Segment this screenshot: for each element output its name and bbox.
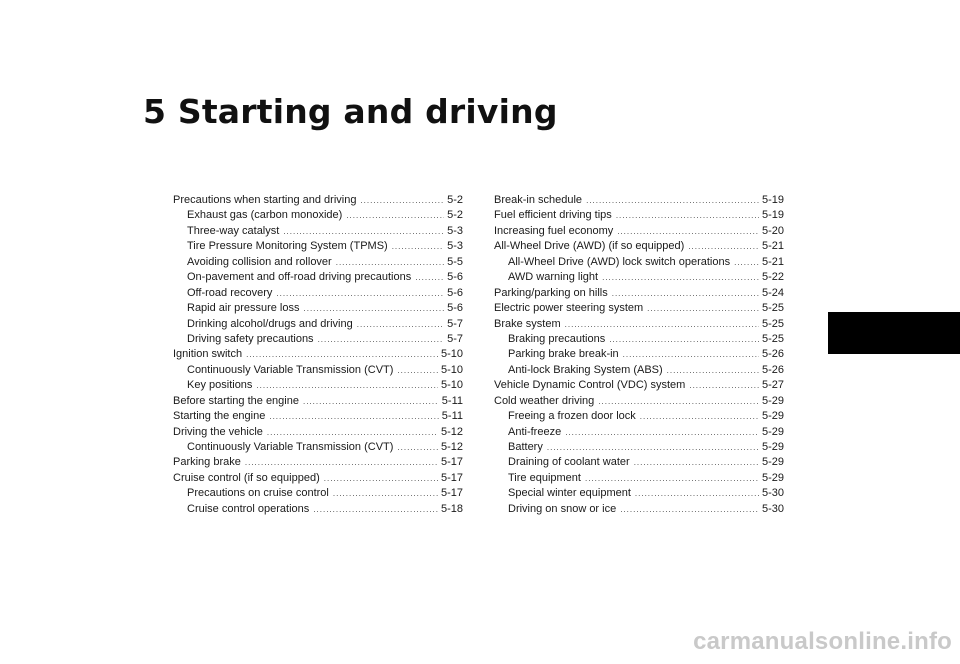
toc-dot-leader bbox=[617, 224, 759, 239]
toc-dot-leader bbox=[635, 486, 759, 501]
toc-dot-leader bbox=[602, 270, 759, 285]
toc-entry-title: Draining of coolant water bbox=[508, 456, 630, 469]
toc-dot-leader bbox=[313, 502, 438, 517]
toc-page-number: 5-7 bbox=[447, 332, 463, 345]
toc-page-number: 5-2 bbox=[447, 209, 463, 222]
toc-dot-leader bbox=[283, 224, 444, 239]
toc-entry-title: Exhaust gas (carbon monoxide) bbox=[187, 209, 343, 222]
toc-entry-title: Off-road recovery bbox=[187, 286, 273, 299]
toc-page-number: 5-25 bbox=[761, 332, 784, 345]
toc-column-right bbox=[494, 193, 784, 517]
toc-subentry[interactable] bbox=[494, 471, 784, 486]
toc-entry-title: Battery bbox=[508, 441, 543, 453]
toc-page-number: 5-30 bbox=[761, 487, 784, 500]
toc-dot-leader bbox=[397, 440, 438, 455]
toc-entry-title: Increasing fuel economy bbox=[494, 224, 614, 237]
toc-dot-leader bbox=[346, 208, 444, 223]
toc-dot-leader bbox=[318, 332, 445, 347]
toc-entry[interactable] bbox=[173, 425, 463, 440]
toc-entry-title: Ignition switch bbox=[173, 348, 243, 361]
toc-subentry[interactable] bbox=[173, 255, 463, 270]
toc-entry-title: Precautions when starting and driving bbox=[173, 194, 357, 206]
toc-page-number: 5-29 bbox=[761, 471, 784, 484]
toc-dot-leader bbox=[269, 409, 438, 424]
toc-page-number: 5-26 bbox=[761, 348, 784, 361]
toc-page-number: 5-10 bbox=[440, 348, 463, 361]
toc-subentry[interactable] bbox=[173, 224, 463, 239]
toc-entry-title: On-pavement and off-road driving precautions bbox=[187, 271, 412, 284]
toc-entry-title: Three-way catalyst bbox=[187, 224, 280, 237]
chapter-title: 5 Starting and driving bbox=[143, 92, 558, 131]
toc-entry-title: Cruise control operations bbox=[187, 502, 310, 515]
toc-subentry[interactable] bbox=[494, 502, 784, 517]
toc-entry[interactable] bbox=[494, 286, 784, 301]
toc-entry-title: Tire equipment bbox=[508, 471, 581, 484]
toc-entry-title: Special winter equipment bbox=[508, 487, 631, 500]
toc-subentry[interactable] bbox=[173, 440, 463, 455]
toc-dot-leader bbox=[276, 286, 444, 301]
toc-page-number: 5-30 bbox=[761, 502, 784, 515]
toc-page-number: 5-3 bbox=[447, 224, 463, 237]
toc-subentry[interactable] bbox=[173, 363, 463, 378]
toc-subentry[interactable] bbox=[494, 332, 784, 347]
toc-entry-title: Electric power steering system bbox=[494, 302, 644, 315]
toc-page-number: 5-11 bbox=[441, 394, 463, 407]
toc-dot-leader bbox=[565, 317, 759, 332]
toc-page-number: 5-11 bbox=[441, 410, 463, 423]
toc-page-number: 5-19 bbox=[761, 209, 784, 222]
toc-dot-leader bbox=[256, 378, 438, 393]
toc-entry[interactable] bbox=[494, 208, 784, 223]
toc-page-number: 5-20 bbox=[761, 224, 784, 237]
toc-entry-title: Driving the vehicle bbox=[173, 425, 263, 438]
toc-entry-title: Anti-freeze bbox=[508, 425, 562, 438]
toc-dot-leader bbox=[360, 193, 444, 208]
toc-entry[interactable] bbox=[494, 193, 784, 208]
toc-dot-leader bbox=[598, 394, 759, 409]
toc-dot-leader bbox=[397, 363, 438, 378]
toc-entry-title: Braking precautions bbox=[508, 332, 606, 345]
toc-subentry[interactable] bbox=[494, 409, 784, 424]
toc-dot-leader bbox=[392, 239, 444, 254]
toc-entry-title: Drinking alcohol/drugs and driving bbox=[187, 317, 353, 330]
toc-page-number: 5-6 bbox=[447, 271, 463, 284]
toc-entry-title: Starting the engine bbox=[173, 410, 266, 423]
toc-entry-title: Cold weather driving bbox=[494, 394, 595, 407]
toc-dot-leader bbox=[616, 208, 759, 223]
toc-dot-leader bbox=[647, 301, 759, 316]
toc-page-number: 5-12 bbox=[440, 441, 463, 453]
toc-page-number: 5-19 bbox=[761, 194, 784, 206]
toc-subentry[interactable] bbox=[173, 317, 463, 332]
toc-subentry[interactable] bbox=[494, 255, 784, 270]
toc-dot-leader bbox=[333, 486, 438, 501]
toc-subentry[interactable] bbox=[173, 486, 463, 501]
toc-subentry[interactable] bbox=[494, 363, 784, 378]
toc-entry-title: Parking/parking on hills bbox=[494, 286, 608, 299]
toc-subentry[interactable] bbox=[173, 286, 463, 301]
toc-dot-leader bbox=[357, 317, 444, 332]
toc-page-number: 5-7 bbox=[447, 317, 463, 330]
toc-subentry[interactable] bbox=[173, 208, 463, 223]
toc-dot-leader bbox=[246, 347, 438, 362]
toc-entry-title: Vehicle Dynamic Control (VDC) system bbox=[494, 379, 686, 392]
toc-entry[interactable] bbox=[173, 394, 463, 409]
toc-page-number: 5-29 bbox=[761, 456, 784, 469]
toc-entry-title: Avoiding collision and rollover bbox=[187, 255, 332, 268]
toc-subentry[interactable] bbox=[173, 270, 463, 285]
toc-dot-leader bbox=[245, 455, 438, 470]
toc-entry-title: All-Wheel Drive (AWD) lock switch operations bbox=[508, 255, 731, 268]
toc-entry[interactable] bbox=[173, 471, 463, 486]
toc-entry-title: Continuously Variable Transmission (CVT) bbox=[187, 363, 394, 376]
toc-dot-leader bbox=[303, 394, 439, 409]
toc-dot-leader bbox=[689, 378, 759, 393]
toc-entry-title: Fuel efficient driving tips bbox=[494, 209, 612, 222]
toc-entry[interactable] bbox=[173, 455, 463, 470]
toc-dot-leader bbox=[267, 425, 438, 440]
toc-page-number: 5-24 bbox=[761, 286, 784, 299]
toc-entry[interactable] bbox=[173, 347, 463, 362]
toc-dot-leader bbox=[547, 440, 759, 455]
toc-dot-leader bbox=[609, 332, 759, 347]
toc-dot-leader bbox=[734, 255, 759, 270]
toc-subentry[interactable] bbox=[173, 332, 463, 347]
toc-subentry[interactable] bbox=[494, 347, 784, 362]
toc-entry-title: Brake system bbox=[494, 317, 561, 330]
toc-page-number: 5-6 bbox=[447, 302, 463, 315]
toc-page-number: 5-17 bbox=[440, 487, 463, 500]
toc-entry-title: All-Wheel Drive (AWD) (if so equipped) bbox=[494, 240, 685, 253]
toc-dot-leader bbox=[688, 239, 759, 254]
toc-page-number: 5-10 bbox=[440, 363, 463, 376]
toc-dot-leader bbox=[585, 471, 759, 486]
toc-page-number: 5-17 bbox=[440, 471, 463, 484]
toc-dot-leader bbox=[415, 270, 444, 285]
toc-entry-title: Parking brake break-in bbox=[508, 348, 619, 361]
toc-entry[interactable] bbox=[494, 224, 784, 239]
toc-subentry[interactable] bbox=[494, 425, 784, 440]
toc-entry[interactable] bbox=[173, 193, 463, 208]
toc-entry-title: Key positions bbox=[187, 379, 253, 392]
toc-dot-leader bbox=[565, 425, 759, 440]
watermark: carmanualsonline.info bbox=[693, 628, 952, 655]
toc-entry[interactable] bbox=[494, 317, 784, 332]
toc-page-number: 5-25 bbox=[761, 317, 784, 330]
toc-entry-title: Rapid air pressure loss bbox=[187, 302, 300, 315]
toc-page-number: 5-2 bbox=[447, 194, 463, 206]
toc-dot-leader bbox=[667, 363, 759, 378]
toc-page-number: 5-17 bbox=[440, 456, 463, 469]
toc-entry-title: Freeing a frozen door lock bbox=[508, 410, 636, 423]
toc-dot-leader bbox=[634, 455, 759, 470]
toc-entry[interactable] bbox=[173, 409, 463, 424]
toc-dot-leader bbox=[304, 301, 445, 316]
toc-dot-leader bbox=[620, 502, 759, 517]
toc-subentry[interactable] bbox=[494, 486, 784, 501]
toc-page-number: 5-18 bbox=[440, 502, 463, 515]
toc-page-number: 5-22 bbox=[761, 271, 784, 284]
toc-page-number: 5-5 bbox=[447, 255, 463, 268]
toc-page-number: 5-26 bbox=[761, 363, 784, 376]
toc-page-number: 5-29 bbox=[761, 441, 784, 453]
toc-page-number: 5-21 bbox=[761, 255, 784, 268]
toc-page-number: 5-10 bbox=[440, 379, 463, 392]
toc-entry-title: Before starting the engine bbox=[173, 394, 299, 407]
toc-page-number: 5-29 bbox=[761, 410, 784, 423]
toc-page-number: 5-6 bbox=[447, 286, 463, 299]
toc-subentry[interactable] bbox=[173, 239, 463, 254]
toc-dot-leader bbox=[324, 471, 438, 486]
toc-entry-title: Precautions on cruise control bbox=[187, 487, 329, 500]
toc-entry[interactable] bbox=[494, 394, 784, 409]
toc-dot-leader bbox=[336, 255, 444, 270]
toc-entry-title: Tire Pressure Monitoring System (TPMS) bbox=[187, 240, 388, 253]
toc-entry[interactable] bbox=[494, 239, 784, 254]
toc-subentry[interactable] bbox=[173, 378, 463, 393]
toc-subentry[interactable] bbox=[494, 455, 784, 470]
toc-page-number: 5-21 bbox=[761, 240, 784, 253]
toc-entry-title: Break-in schedule bbox=[494, 194, 583, 206]
toc-subentry[interactable] bbox=[173, 301, 463, 316]
toc-subentry[interactable] bbox=[494, 270, 784, 285]
toc-entry-title: Driving safety precautions bbox=[187, 332, 314, 345]
toc-entry-title: Cruise control (if so equipped) bbox=[173, 471, 320, 484]
chapter-tab-marker bbox=[828, 312, 960, 354]
toc-page-number: 5-3 bbox=[447, 240, 463, 253]
toc-page-number: 5-12 bbox=[440, 425, 463, 438]
toc-dot-leader bbox=[586, 193, 759, 208]
toc-entry-title: Parking brake bbox=[173, 456, 241, 469]
toc-entry-title: AWD warning light bbox=[508, 271, 599, 284]
toc-page-number: 5-29 bbox=[761, 425, 784, 438]
toc-page-number: 5-29 bbox=[761, 394, 784, 407]
toc-page-number: 5-25 bbox=[761, 302, 784, 315]
toc-entry[interactable] bbox=[494, 378, 784, 393]
toc-subentry[interactable] bbox=[173, 502, 463, 517]
toc-dot-leader bbox=[623, 347, 759, 362]
toc-column-left bbox=[173, 193, 463, 517]
toc-entry[interactable] bbox=[494, 301, 784, 316]
toc-page-number: 5-27 bbox=[761, 379, 784, 392]
toc-entry-title: Anti-lock Braking System (ABS) bbox=[508, 363, 663, 376]
toc-entry-title: Continuously Variable Transmission (CVT) bbox=[187, 441, 394, 453]
toc-entry-title: Driving on snow or ice bbox=[508, 502, 617, 515]
toc-dot-leader bbox=[612, 286, 759, 301]
toc-dot-leader bbox=[640, 409, 759, 424]
toc-subentry[interactable] bbox=[494, 440, 784, 455]
